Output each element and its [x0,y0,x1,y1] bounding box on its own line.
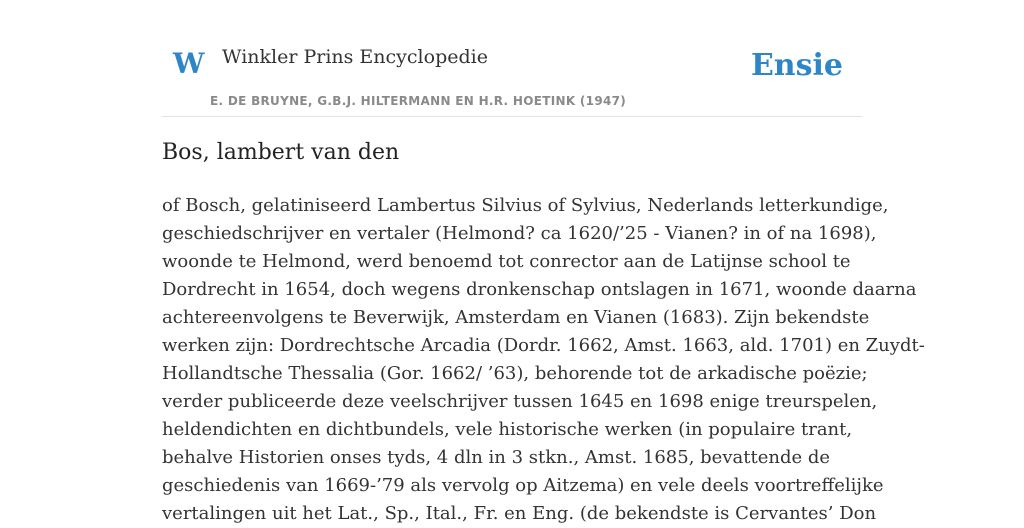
entry-body-line: werken zijn: Dordrechtsche Arcadia (Dordr. 1662, Amst. 1663, ald. 1701) en Zuydt- [162,335,925,356]
entry-body-line: geschiedenis van 1669-’79 als vervolg op Aitzema) en vele deels voortreffelijke [162,475,884,496]
source-header [162,0,862,117]
entry-body-line: behalve Historien onses tyds, 4 dln in 3 stkn., Amst. 1685, bevattende de [162,447,831,468]
source-title-link[interactable]: Winkler Prins Encyclopedie [222,46,488,68]
entry-body-line: woonde te Helmond, werd benoemd tot conrector aan de Latijnse school te [162,251,851,272]
entry-title: Bos, lambert van den [162,140,400,165]
entry-body-line: of Bosch, gelatiniseerd Lambertus Silvius of Sylvius, Nederlands letterkundige, [162,195,889,216]
entry-body-line: Dordrecht in 1654, doch wegens dronkenschap ontslagen in 1671, woonde daarna [162,279,917,300]
ensie-logo[interactable]: Ensie [750,48,843,83]
entry-body [162,192,925,528]
source-logo-icon[interactable]: W [173,47,205,80]
entry-body-line: vertalingen uit het Lat., Sp., Ital., Fr. en Eng. (de bekendste is Cervantes’ Don [162,503,877,524]
entry-body-line: achtereenvolgens te Beverwijk, Amsterdam en Vianen (1683). Zijn bekendste [162,307,870,328]
entry-body-line: geschiedschrijver en vertaler (Helmond? ca 1620/’25 - Vianen? in of na 1698), [162,223,877,244]
entry-body-line: verder publiceerde deze veelschrijver tussen 1645 en 1698 enige treurspelen, [162,391,878,412]
entry-body-line: heldendichten en dichtbundels, vele historische werken (in populaire trant, [162,419,853,440]
entry-body-line: Hollandtsche Thessalia (Gor. 1662/ ’63), behorende tot de arkadische poëzie; [162,363,868,384]
source-authors: E. DE BRUYNE, G.B.J. HILTERMANN EN H.R. HOETINK (1947) [210,94,627,108]
